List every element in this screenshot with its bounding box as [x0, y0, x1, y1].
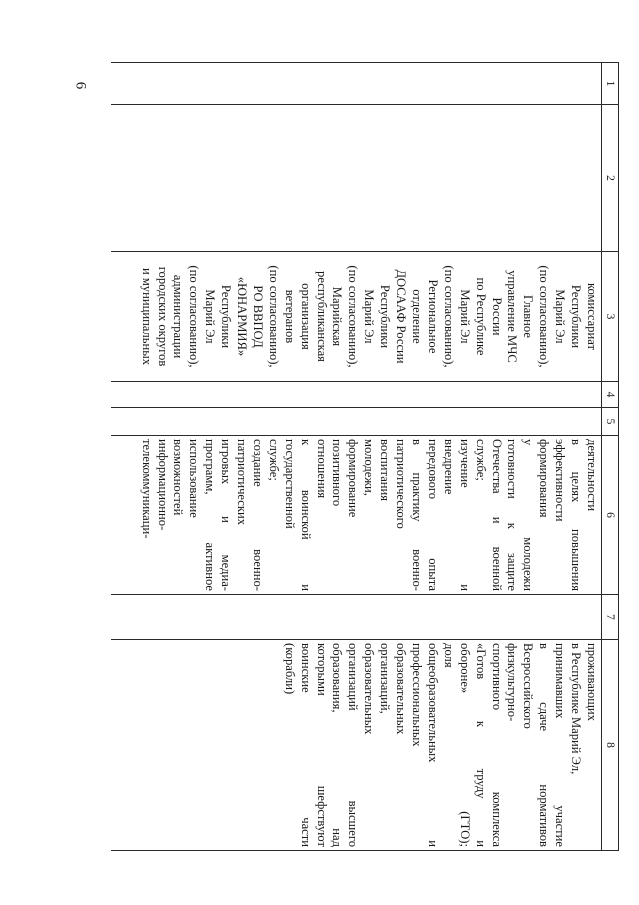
cell-activity-description: [111, 436, 602, 595]
header-col-7: 7: [602, 595, 619, 640]
cell-text-word: организаций: [346, 643, 361, 711]
cell-text-word: над: [330, 828, 345, 847]
cell-text-line: [249, 439, 265, 591]
cell-text-line: [488, 439, 504, 591]
cell-text-word: повышения: [569, 528, 584, 591]
cell-text-word: участие: [553, 805, 568, 847]
cell-text-line: Марий Эл: [457, 289, 472, 344]
cell-text-word: молодежи: [521, 537, 536, 591]
cell-indicators: [111, 640, 602, 851]
cell-text-line: позитивного: [330, 439, 345, 507]
header-col-6: 6: [602, 436, 619, 595]
cell-text-word: у: [521, 439, 536, 446]
cell-text-line: республиканская: [314, 271, 329, 362]
rotated-table-container: [113, 62, 619, 850]
cell-text-word: принимавших: [553, 643, 568, 719]
cell-text-word: готовности: [505, 439, 520, 499]
cell-text-line: [297, 439, 313, 591]
cell-text-line: (корабли): [282, 643, 297, 695]
cell-text-line: патриотического: [394, 439, 409, 529]
cell-text-word: и: [489, 516, 504, 524]
cell-col-5: [111, 408, 602, 436]
cell-text-line: эффективности: [553, 439, 568, 522]
cell-text-line: ветеранов: [282, 289, 297, 344]
cell-text-line: [313, 643, 329, 847]
header-col-1: 1: [602, 63, 619, 105]
cell-text-line: [329, 643, 345, 847]
cell-text-line: Марий Эл: [362, 289, 377, 344]
cell-text-line: профессиональных: [410, 643, 425, 747]
cell-text-line: доля: [441, 643, 456, 668]
cell-text-line: службе;: [473, 439, 488, 481]
cell-text-line: России: [489, 297, 504, 336]
cell-text-line: [567, 439, 583, 591]
cell-text-line: (по согласованию),: [346, 265, 361, 368]
cell-text-line: [551, 643, 567, 847]
header-col-4: 4: [602, 382, 619, 408]
cell-text-word: военно-: [250, 549, 265, 591]
cell-text-line: [456, 643, 472, 847]
cell-text-line: в Республике Марий Эл,: [569, 643, 584, 775]
cell-text-word: высшего: [346, 800, 361, 847]
page-number: 6: [72, 81, 89, 90]
cell-text-word: спортивного: [489, 643, 504, 711]
header-row: [602, 63, 619, 851]
cell-text-word: в: [537, 643, 552, 649]
cell-text-line: ДОСААФ России: [394, 269, 409, 364]
cell-text-line: внедрение: [441, 439, 456, 495]
cell-text-word: к: [298, 439, 313, 446]
cell-text-line: Марий Эл: [553, 289, 568, 344]
cell-text-line: службе;: [266, 439, 281, 481]
cell-text-line: отношения: [314, 439, 329, 499]
cell-col-4: [111, 382, 602, 408]
cell-executors: [111, 252, 602, 382]
cell-text-line: (по согласованию),: [266, 265, 281, 368]
cell-text-line: и муниципальных: [139, 267, 154, 366]
cell-text-word: воинские: [298, 643, 313, 693]
cell-text-line: Главное: [521, 295, 536, 338]
cell-text-word: создание: [250, 439, 265, 487]
header-col-2: 2: [602, 105, 619, 252]
cell-text-line: [456, 439, 472, 591]
cell-text-word: и: [425, 840, 440, 847]
cell-text-word: образования,: [330, 643, 345, 713]
program-table: [111, 62, 619, 851]
cell-text-line: Региональное: [425, 279, 440, 354]
cell-text-word: которыми: [314, 643, 329, 696]
cell-text-line: физкультурно-: [505, 643, 520, 722]
cell-text-line: информационно-: [155, 439, 170, 531]
cell-text-word: труду: [473, 768, 488, 799]
cell-text-word: изучение: [457, 439, 472, 488]
cell-text-word: и: [473, 840, 488, 847]
cell-text-line: деятельности: [585, 439, 599, 512]
cell-text-line: Всероссийского: [521, 643, 536, 729]
cell-text-word: (ГТО);: [457, 811, 472, 847]
cell-text-word: и: [457, 584, 472, 591]
cell-col-1: [111, 63, 602, 105]
cell-text-word: Отечества: [489, 439, 504, 494]
cell-text-line: формирование: [346, 439, 361, 518]
cell-text-line: отделение: [410, 289, 425, 344]
cell-text-line: Марий Эл: [203, 289, 218, 344]
cell-col-2: [111, 105, 602, 252]
table-row: [111, 63, 602, 851]
cell-text-word: нормативов: [537, 784, 552, 847]
cell-text-line: администрации: [171, 274, 186, 359]
cell-text-line: [297, 643, 313, 847]
cell-text-line: организаций,: [378, 643, 393, 714]
cell-text-line: [472, 643, 488, 847]
cell-text-line: [488, 643, 504, 847]
cell-text-line: воспитания: [378, 439, 393, 502]
cell-text-line: (по согласованию),: [441, 265, 456, 368]
cell-text-word: в: [569, 439, 584, 445]
cell-text-word: в: [410, 439, 425, 445]
cell-col-7: [111, 595, 602, 640]
cell-text-line: Марийская: [330, 286, 345, 347]
cell-text-line: по Республике: [473, 277, 488, 356]
cell-text-word: комплекса: [489, 791, 504, 847]
cell-text-word: «Готов: [473, 643, 488, 680]
header-col-8: 8: [602, 640, 619, 851]
cell-text-word: обороне»: [457, 643, 472, 694]
cell-text-line: Республики: [378, 284, 393, 349]
cell-text-word: опыта: [425, 558, 440, 591]
cell-text-word: игровых: [219, 439, 234, 485]
cell-text-line: [424, 439, 440, 591]
cell-text-word: практику: [410, 472, 425, 522]
cell-text-line: образовательных: [394, 643, 409, 735]
cell-text-line: молодежи,: [362, 439, 377, 496]
cell-text-word: воинской: [298, 489, 313, 540]
cell-text-word: шефствуют: [314, 785, 329, 847]
cell-text-line: телекоммуникаци-: [139, 439, 154, 539]
cell-text-word: активное: [203, 542, 218, 591]
cell-text-line: возможностей: [171, 439, 186, 516]
cell-text-line: городских округов: [155, 266, 170, 367]
cell-text-line: проживающих: [585, 643, 599, 721]
cell-text-line: формирования: [537, 439, 552, 518]
cell-text-line: управление МЧС: [505, 270, 520, 363]
cell-text-line: [217, 439, 233, 591]
cell-text-word: и: [219, 516, 234, 523]
cell-text-line: [345, 643, 361, 847]
header-col-5: 5: [602, 408, 619, 436]
cell-text-word: защите: [505, 552, 520, 591]
cell-text-line: использование: [187, 439, 202, 518]
header-col-3: 3: [602, 252, 619, 382]
cell-text-line: «ЮНАРМИЯ»: [235, 276, 250, 357]
cell-text-word: к: [505, 522, 520, 529]
cell-text-word: сдаче: [537, 702, 552, 732]
cell-text-line: [408, 439, 424, 591]
cell-text-line: комиссариат: [585, 283, 599, 350]
cell-text-line: государственной: [282, 439, 297, 529]
cell-text-line: РО ВВПОД: [250, 285, 265, 348]
cell-text-line: (по согласованию),: [537, 265, 552, 368]
cell-text-line: [201, 439, 217, 591]
cell-text-word: военной: [489, 546, 504, 591]
cell-text-line: [519, 439, 535, 591]
cell-text-line: [535, 643, 551, 847]
cell-text-word: программ,: [203, 439, 218, 495]
cell-text-line: патриотических: [235, 439, 250, 526]
cell-text-line: [424, 643, 440, 847]
cell-text-word: к: [473, 720, 488, 727]
cell-text-word: военно-: [410, 549, 425, 591]
cell-text-word: передового: [425, 439, 440, 500]
cell-text-word: и: [298, 584, 313, 591]
cell-text-line: организация: [298, 283, 313, 350]
cell-text-word: медиа-: [219, 554, 234, 591]
cell-text-word: целях: [569, 471, 584, 503]
cell-text-line: Республики: [219, 284, 234, 349]
cell-text-word: части: [298, 817, 313, 847]
cell-text-word: общеобразовательных: [425, 643, 440, 763]
cell-text-line: образовательных: [362, 643, 377, 735]
cell-text-line: [504, 439, 520, 591]
cell-text-line: (по согласованию),: [187, 265, 202, 368]
cell-text-line: Республики: [569, 284, 584, 349]
